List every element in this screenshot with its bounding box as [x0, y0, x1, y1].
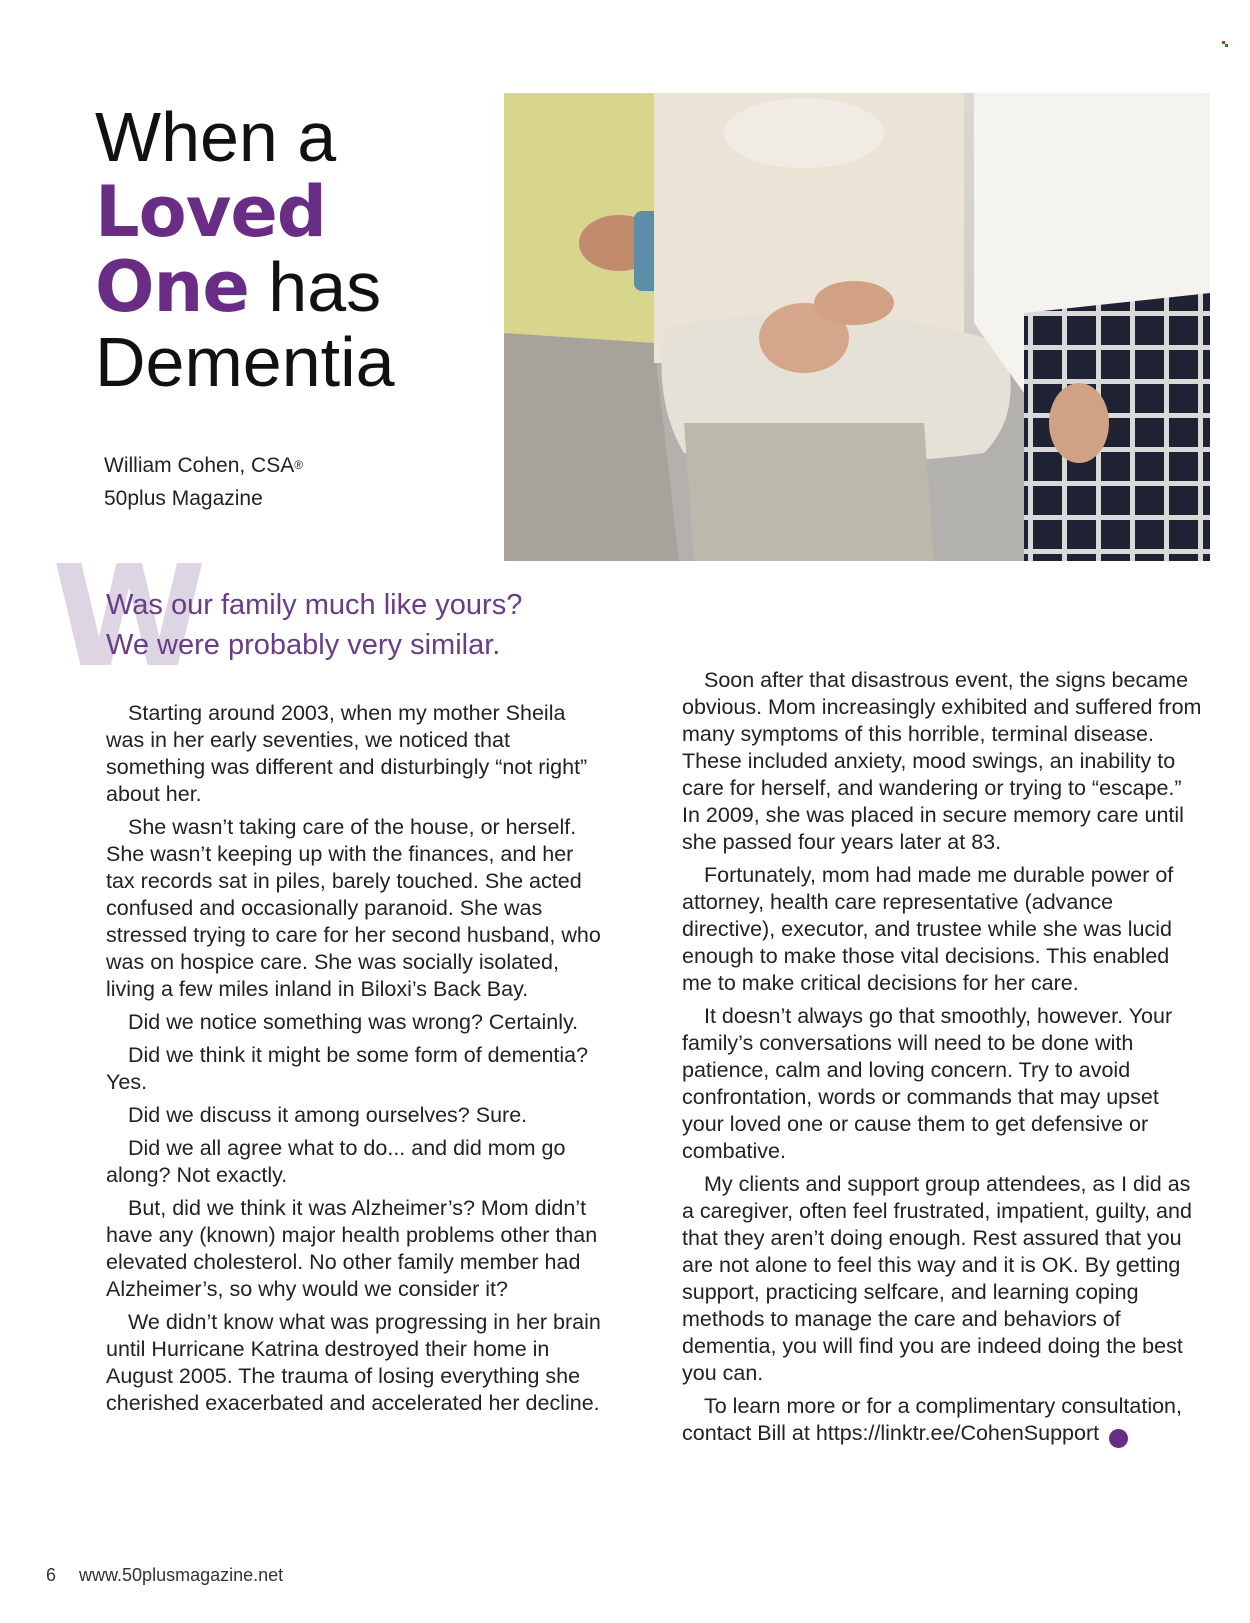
paragraph: We didn’t know what was progressing in her brain until Hurricane Katrina destroyed their home in August 2005. The trauma of losing everything she cherished exacerbated and accelerated her decline.: [106, 1310, 601, 1415]
body-column-1: [106, 700, 606, 1423]
paragraph: Did we discuss it among ourselves? Sure.: [128, 1103, 528, 1127]
end-mark-icon: [1109, 1429, 1128, 1448]
paragraph: It doesn’t always go that smoothly, however. Your family’s conversations will need to be done with patience, calm and loving concern. Try to avoid confrontation, words or commands that may upset your loved one or cause them to get defensive or combative.: [682, 1004, 1173, 1163]
title-line-4: Dementia: [95, 323, 395, 401]
title-line-3-rest: has: [268, 248, 382, 326]
paragraph: But, did we think it was Alzheimer’s? Mom didn’t have any (known) major health problems other than elevated cholesterol. No other family member had Alzheimer’s, so why would we consider it?: [106, 1196, 598, 1301]
drop-cap: W: [52, 536, 207, 699]
corner-mark: [1222, 34, 1228, 40]
paragraph: Fortunately, mom had made me durable power of attorney, health care representative (advance directive), executor, and trustee while she was lucid enough to make those vital decisions. This enabled me to make critical decisions for her care.: [682, 863, 1174, 995]
paragraph: Did we all agree what to do... and did mom go along? Not exactly.: [106, 1136, 566, 1187]
lede-line-2: We were probably very similar.: [106, 629, 501, 661]
contact-paragraph: [682, 1393, 1202, 1447]
author-line: [104, 449, 303, 482]
title-line-1: When a: [95, 98, 337, 176]
contact-text[interactable]: To learn more or for a complimentary consultation, contact Bill at https://linktr.ee/CohenSupport: [682, 1394, 1182, 1445]
author-mark: ®: [294, 458, 304, 472]
title-accent-one: One: [95, 246, 249, 328]
paragraph: She wasn’t taking care of the house, or herself. She wasn’t keeping up with the finances, and her tax records sat in piles, barely touched. She acted confused and occasionally paranoid. She was stressed trying to care for her second husband, who was on hospice care. She was socially isolated, living a few miles inland in Biloxi’s Back Bay.: [106, 815, 601, 1001]
hero-photo: [504, 93, 1210, 561]
article-title: [95, 100, 475, 400]
paragraph: Did we think it might be some form of dementia? Yes.: [106, 1043, 589, 1094]
publication-name: 50plus Magazine: [104, 487, 263, 510]
paragraph: Starting around 2003, when my mother Sheila was in her early seventies, we noticed that something was different and disturbingly “not right” about her.: [106, 701, 588, 806]
footer-url[interactable]: www.50plusmagazine.net: [79, 1565, 284, 1585]
page-number: 6: [46, 1565, 57, 1585]
paragraph: Soon after that disastrous event, the signs became obvious. Mom increasingly exhibited and suffered from many symptoms of this horrible, terminal disease. These included anxiety, mood swings, an inability to care for herself, and wandering or trying to “escape.” In 2009, she was placed in secure memory care until she passed four years later at 83.: [682, 668, 1202, 854]
title-accent-loved: Loved: [95, 171, 326, 253]
body-column-2: [682, 667, 1202, 1453]
page-footer: [46, 1565, 283, 1586]
paragraph: My clients and support group attendees, as I did as a caregiver, often feel frustrated, impatient, guilty, and that they aren’t doing enough. Rest assured that you are not alone to feel this way and it is OK. By getting support, practicing selfcare, and learning coping methods to manage the care and behaviors of dementia, you will find you are indeed doing the best you can.: [682, 1172, 1192, 1385]
author-name: William Cohen, CSA: [104, 454, 295, 477]
byline: [104, 449, 303, 515]
paragraph: Did we notice something was wrong? Certainly.: [128, 1010, 579, 1034]
lede-line-1: Was our family much like yours?: [106, 589, 523, 621]
lede: [106, 585, 522, 665]
